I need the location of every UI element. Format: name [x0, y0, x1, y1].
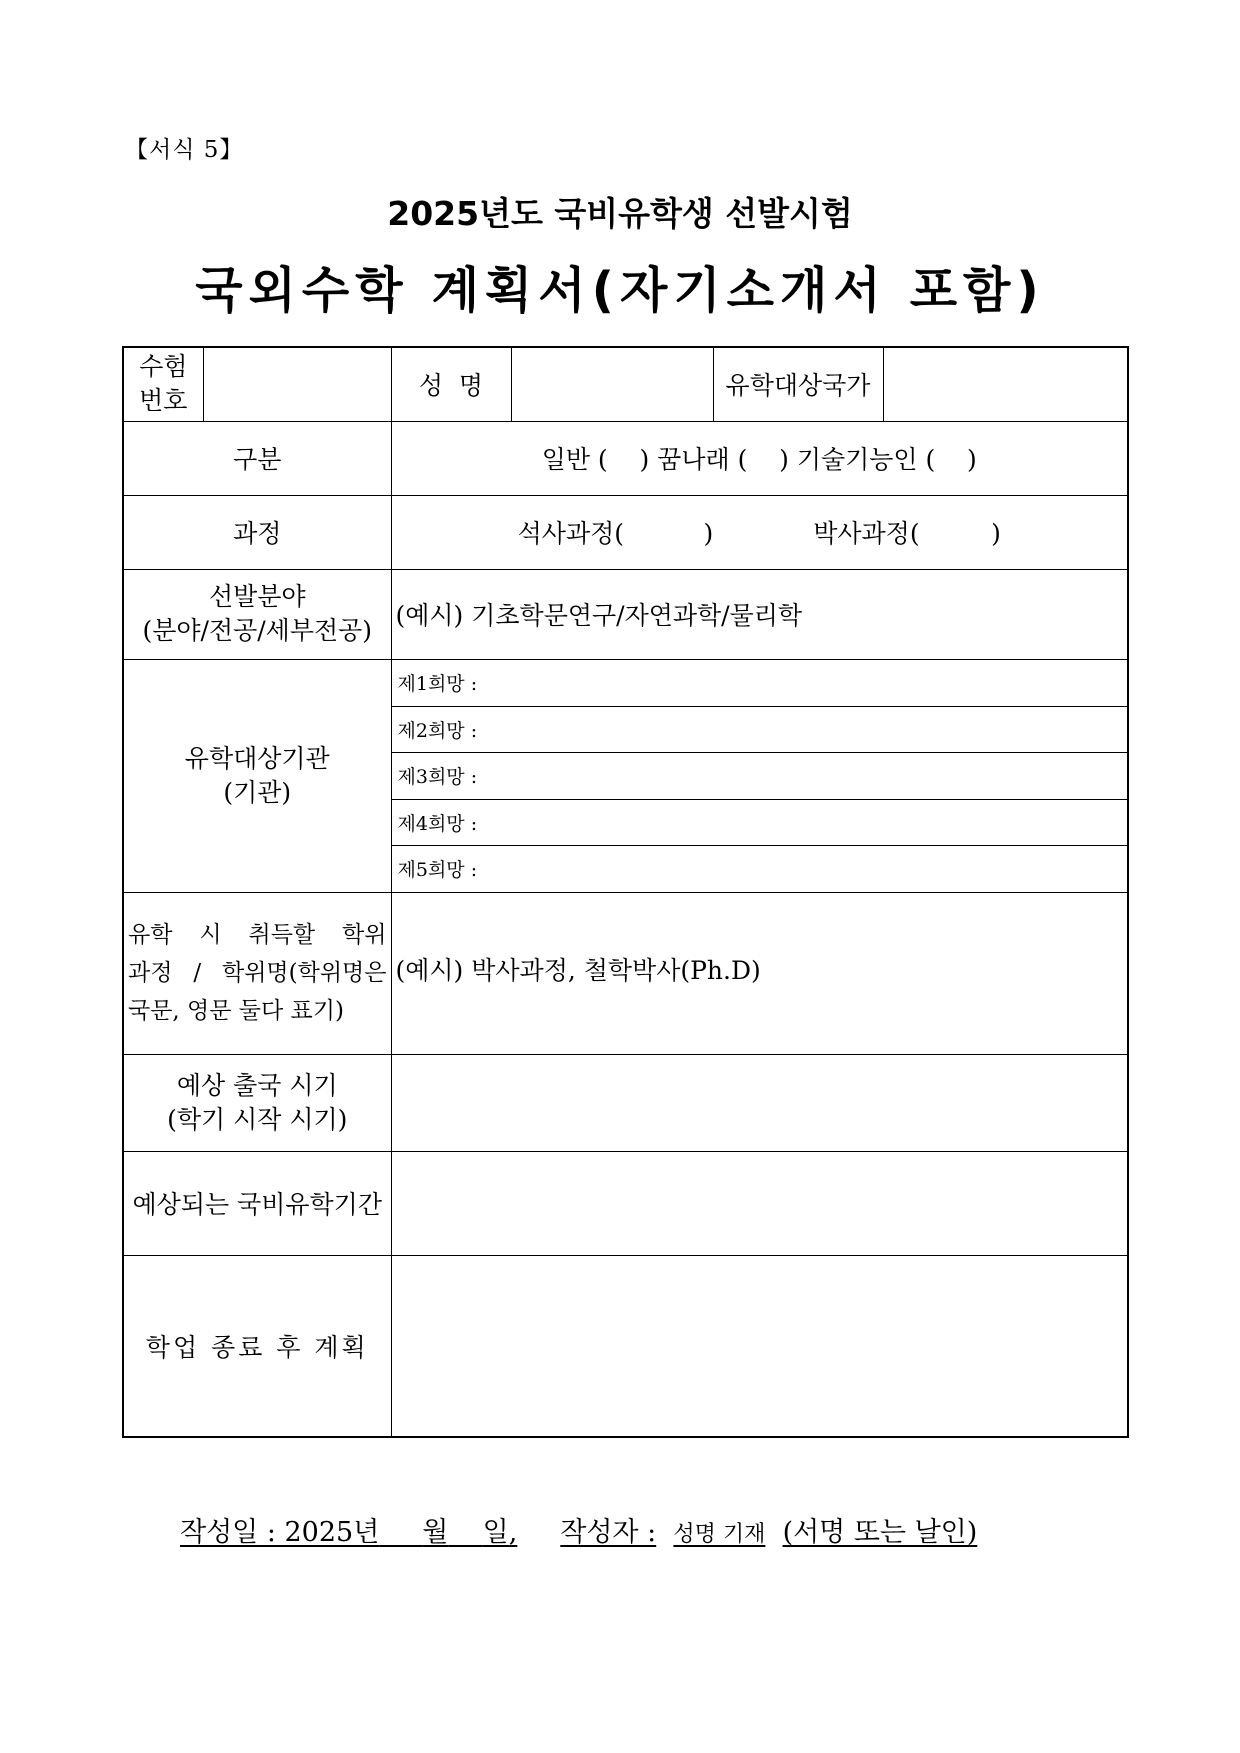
course-options[interactable]: [391, 495, 1128, 569]
departure-field[interactable]: [391, 1054, 1128, 1151]
degree-value[interactable]: (예시) 박사과정, 철학박사(Ph.D): [391, 892, 1128, 1054]
institution-choice-row: [123, 659, 1128, 706]
form-title: 국외수학 계획서(자기소개서 포함): [195, 262, 1045, 319]
month-label: 월: [422, 1517, 449, 1548]
exam-number-field[interactable]: [203, 347, 391, 421]
header-row: [123, 347, 1128, 421]
name-label: 성 명: [391, 347, 511, 421]
period-field[interactable]: [391, 1151, 1128, 1255]
institution-choice-3[interactable]: 제3희망 :: [391, 752, 1128, 799]
institution-choice-4[interactable]: 제4희망 :: [391, 799, 1128, 845]
signature-footer: [180, 1510, 977, 1549]
institution-choice-2[interactable]: 제2희망 :: [391, 706, 1128, 752]
application-form-table: [122, 346, 1129, 1438]
country-label: 유학대상국가: [713, 347, 883, 421]
signature-label: (서명 또는 날인): [782, 1517, 978, 1548]
period-row: [123, 1151, 1128, 1255]
category-options[interactable]: 일반 ( ) 꿈나래 ( ) 기술기능인 ( ): [391, 421, 1128, 495]
plan-label: 학업 종료 후 계획: [123, 1255, 391, 1437]
period-label: 예상되는 국비유학기간: [123, 1151, 391, 1255]
writer-name-field[interactable]: 성명 기재: [673, 1522, 766, 1547]
writer-label: 작성자 :: [560, 1517, 657, 1548]
plan-field[interactable]: [391, 1255, 1128, 1437]
institution-label: 유학대상기관 (기관): [123, 659, 391, 892]
form-subtitle: 2025년도 국비유학생 선발시험: [387, 194, 853, 233]
country-field[interactable]: [883, 347, 1128, 421]
master-course-option[interactable]: 석사과정( ): [517, 519, 714, 548]
name-field[interactable]: [511, 347, 713, 421]
field-value[interactable]: (예시) 기초학문연구/자연과학/물리학: [391, 569, 1128, 659]
exam-number-label: 수험 번호: [123, 347, 203, 421]
institution-choice-1[interactable]: 제1희망 :: [391, 659, 1128, 706]
institution-choice-5[interactable]: 제5희망 :: [391, 845, 1128, 892]
day-label: 일,: [482, 1517, 518, 1548]
course-label: 과정: [123, 495, 391, 569]
written-date-label: 작성일 : 2025년: [180, 1517, 380, 1548]
plan-row: [123, 1255, 1128, 1437]
field-row: [123, 569, 1128, 659]
degree-label: 유학 시 취득할 학위 과정 / 학위명(학위명은 국문, 영문 둘다 표기): [123, 892, 391, 1054]
phd-course-option[interactable]: 박사과정( ): [813, 519, 1001, 548]
category-row: [123, 421, 1128, 495]
field-label: 선발분야 (분야/전공/세부전공): [123, 569, 391, 659]
form-number: 【서식 5】: [125, 137, 244, 163]
category-label: 구분: [123, 421, 391, 495]
degree-row: [123, 892, 1128, 1054]
course-row: [123, 495, 1128, 569]
departure-label: 예상 출국 시기 (학기 시작 시기): [123, 1054, 391, 1151]
departure-row: [123, 1054, 1128, 1151]
